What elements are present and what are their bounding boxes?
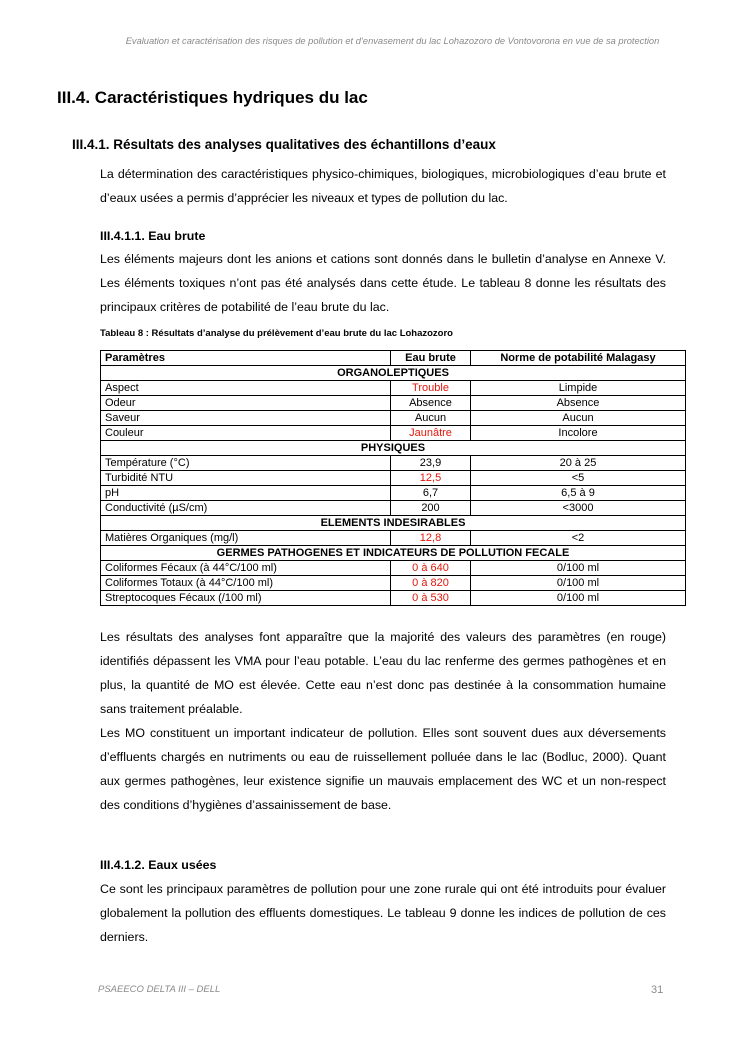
header-eau-brute: Eau brute — [391, 351, 471, 366]
value-cell: 12,8 — [391, 531, 471, 546]
param-cell: Streptocoques Fécaux (/100 ml) — [101, 591, 391, 606]
header-parametres: Paramètres — [101, 351, 391, 366]
param-cell: Coliformes Fécaux (à 44°C/100 ml) — [101, 561, 391, 576]
norm-cell: Absence — [471, 396, 686, 411]
section-row — [101, 366, 686, 381]
param-cell: Turbidité NTU — [101, 471, 391, 486]
section-physiques: PHYSIQUES — [101, 441, 686, 456]
footer-project: PSAEECO DELTA III – DELL — [98, 984, 221, 995]
table-row — [101, 411, 686, 426]
table-header-row — [101, 351, 686, 366]
value-cell: Aucun — [391, 411, 471, 426]
param-cell: Matières Organiques (mg/l) — [101, 531, 391, 546]
eau-brute-paragraph: Les éléments majeurs dont les anions et cations sont donnés dans le bulletin d’analyse en Annexe V. Les éléments toxiques n’ont pas été analysés dans cette étude. Le tableau 8 donne les résultats des principaux critères de potabilité de l’eau brute du lac. — [100, 252, 666, 314]
param-cell: Conductivité (µS/cm) — [101, 501, 391, 516]
param-cell: Odeur — [101, 396, 391, 411]
value-cell: 0 à 820 — [391, 576, 471, 591]
param-cell: pH — [101, 486, 391, 501]
param-cell: Couleur — [101, 426, 391, 441]
norm-cell: 0/100 ml — [471, 591, 686, 606]
norm-cell: Incolore — [471, 426, 686, 441]
norm-cell: Limpide — [471, 381, 686, 396]
section-title: III.4. Caractéristiques hydriques du lac — [57, 88, 368, 107]
table-row — [101, 591, 686, 606]
value-cell: 6,7 — [391, 486, 471, 501]
norm-cell: <5 — [471, 471, 686, 486]
section-germes: GERMES PATHOGENES ET INDICATEURS DE POLLUTION FECALE — [101, 546, 686, 561]
section-row — [101, 516, 686, 531]
param-cell: Aspect — [101, 381, 391, 396]
running-header: Evaluation et caractérisation des risques de pollution et d’envasement du lac Lohazozoro de Vontovorona en vue de sa protection — [125, 36, 660, 46]
norm-cell: <2 — [471, 531, 686, 546]
table-row — [101, 471, 686, 486]
norm-cell: 0/100 ml — [471, 576, 686, 591]
table-caption: Tableau 8 : Résultats d’analyse du prélèvement d’eau brute du lac Lohazozoro — [100, 328, 453, 339]
table-row — [101, 486, 686, 501]
section-organoleptiques: ORGANOLEPTIQUES — [101, 366, 686, 381]
table-row — [101, 501, 686, 516]
norm-cell: <3000 — [471, 501, 686, 516]
section-row — [101, 441, 686, 456]
norm-cell: 6,5 à 9 — [471, 486, 686, 501]
norm-cell: 20 à 25 — [471, 456, 686, 471]
value-cell: 0 à 530 — [391, 591, 471, 606]
discussion-paragraph-1: Les résultats des analyses font apparaître que la majorité des valeurs des paramètres (en rouge) identifiés dépassent les VMA pour l’eau potable. L’eau du lac renferme des germes pathogènes et en plus, la quantité de MO est élevée. Cette eau n’est donc pas destinée à la consommation humaine sans traitement préalable. — [100, 630, 666, 716]
section-row — [101, 546, 686, 561]
table-row — [101, 456, 686, 471]
norm-cell: Aucun — [471, 411, 686, 426]
subsection-title: III.4.1. Résultats des analyses qualitatives des échantillons d’eaux — [72, 137, 496, 152]
value-cell: Jaunâtre — [391, 426, 471, 441]
norm-cell: 0/100 ml — [471, 561, 686, 576]
table-row — [101, 531, 686, 546]
discussion-paragraph-2: Les MO constituent un important indicateur de pollution. Elles sont souvent dues aux déversements d’effluents chargés en nutriments ou eau de ruissellement polluée dans le lac (Bodluc, 2000). Quant aux germes pathogènes, leur existence signifie un mauvais emplacement des WC et un non-respect des conditions d’hygiènes d’assainissement de base. — [100, 726, 666, 812]
table-row — [101, 396, 686, 411]
param-cell: Coliformes Totaux (à 44°C/100 ml) — [101, 576, 391, 591]
value-cell: Absence — [391, 396, 471, 411]
intro-paragraph: La détermination des caractéristiques physico-chimiques, biologiques, microbiologiques d’eau brute et d’eaux usées a permis d’apprécier les niveaux et types de pollution du lac. — [100, 167, 666, 205]
param-cell: Température (°C) — [101, 456, 391, 471]
eaux-usees-title: III.4.1.2. Eaux usées — [100, 858, 217, 872]
header-norme: Norme de potabilité Malagasy — [471, 351, 686, 366]
table-row — [101, 576, 686, 591]
value-cell: Trouble — [391, 381, 471, 396]
param-cell: Saveur — [101, 411, 391, 426]
table-row — [101, 561, 686, 576]
value-cell: 23,9 — [391, 456, 471, 471]
section-indesirables: ELEMENTS INDESIRABLES — [101, 516, 686, 531]
eau-brute-title: III.4.1.1. Eau brute — [100, 229, 206, 243]
eaux-usees-paragraph: Ce sont les principaux paramètres de pollution pour une zone rurale qui ont été introduits pour évaluer globalement la pollution des effluents domestiques. Le tableau 9 donne les indices de pollution de ces derniers. — [100, 882, 666, 944]
value-cell: 200 — [391, 501, 471, 516]
value-cell: 12,5 — [391, 471, 471, 486]
value-cell: 0 à 640 — [391, 561, 471, 576]
results-table — [100, 350, 686, 606]
page-number: 31 — [651, 984, 664, 996]
table-row — [101, 426, 686, 441]
table-row — [101, 381, 686, 396]
